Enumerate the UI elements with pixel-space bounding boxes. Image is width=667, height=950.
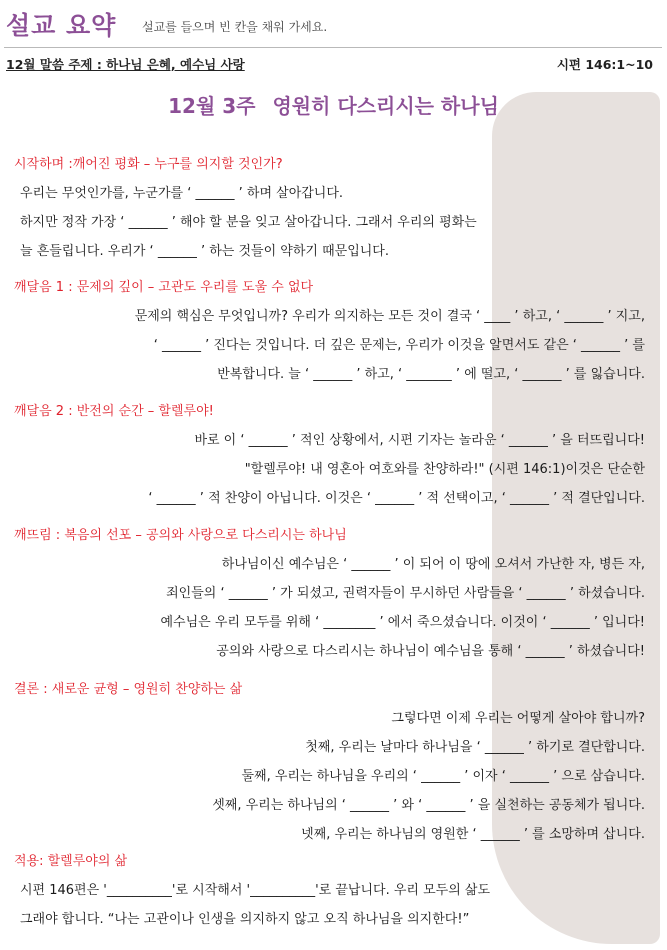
body-line: ‘ ______ ’ 적 찬양이 아닙니다. 이것은 ‘ ______ ’ 적 선택이고, ‘ ______ ’ 적 결단입니다. <box>148 491 645 506</box>
body-line: 둘째, 우리는 하나님을 우리의 ‘ ______ ’ 이자 ‘ ______ ’ 으로 삼습니다. <box>241 769 645 784</box>
body-line: 문제의 핵심은 무엇입니까? 우리가 의지하는 모든 것이 결국 ‘ ____ ’ 하고, ‘ ______ ’ 지고, <box>134 309 645 324</box>
sermon-title <box>0 90 667 119</box>
scripture-reference: 시편 146:1~10 <box>556 57 653 72</box>
sermon-title-text: 영원히 다스리시는 하나님 <box>272 94 499 118</box>
background-decoration-shape <box>492 92 660 944</box>
body-line: 그래야 합니다. “나는 고관이나 인생을 의지하지 않고 오직 하나님을 의지한다!” <box>20 912 470 927</box>
body-line: 그렇다면 이제 우리는 어떻게 살아야 합니까? <box>391 711 645 726</box>
section-heading-application: 적용: 할렐루야의 삶 <box>14 854 128 869</box>
body-line: 반복합니다. 늘 ‘ ______ ’ 하고, ‘ _______ ’ 에 떨고, ‘ ______ ’ 를 잃습니다. <box>217 367 645 382</box>
page-title: 설교 요약 <box>6 11 117 40</box>
header-divider <box>4 47 662 48</box>
body-line: 하나님이신 예수님은 ‘ ______ ’ 이 되어 이 땅에 오셔서 가난한 자, 병든 자, <box>221 557 645 572</box>
body-line: 늘 흔들립니다. 우리가 ‘ ______ ’ 하는 것들이 약하기 때문입니다. <box>20 244 389 259</box>
body-line: "할렐루야! 내 영혼아 여호와를 찬양하라!" (시편 146:1)이것은 단순한 <box>244 462 645 477</box>
body-line: 넷째, 우리는 하나님의 영원한 ‘ ______ ’ 를 소망하며 삽니다. <box>301 827 645 842</box>
body-line: 시편 146편은 '__________'로 시작해서 '__________'로 끝납니다. 우리 모두의 삶도 <box>20 883 491 898</box>
body-line: 첫째, 우리는 날마다 하나님을 ‘ ______ ’ 하기로 결단합니다. <box>305 740 645 755</box>
header <box>6 6 661 46</box>
section-heading-insight-2: 깨달음 2 : 반전의 순간 – 할렐루야! <box>14 404 214 419</box>
section-heading-intro: 시작하며 :깨어진 평화 – 누구를 의지할 것인가? <box>14 157 283 172</box>
body-line: 셋째, 우리는 하나님의 ‘ ______ ’ 와 ‘ ______ ’ 을 실천하는 공동체가 됩니다. <box>212 798 645 813</box>
body-line: 바로 이 ‘ ______ ’ 적인 상황에서, 시편 기자는 놀라운 ‘ ______ ’ 을 터뜨립니다! <box>194 433 645 448</box>
sermon-week: 12월 3주 <box>168 94 256 118</box>
section-heading-insight-1: 깨달음 1 : 문제의 깊이 – 고관도 우리를 도울 수 없다 <box>14 280 314 295</box>
body-line: ‘ ______ ’ 진다는 것입니다. 더 깊은 문제는, 우리가 이것을 알면서도 같은 ‘ ______ ’ 를 <box>153 338 645 353</box>
body-line: 죄인들의 ‘ ______ ’ 가 되셨고, 권력자들이 무시하던 사람들을 ‘ ______ ’ 하셨습니다. <box>166 586 645 601</box>
section-heading-gospel: 깨뜨림 : 복음의 선포 – 공의와 사랑으로 다스리시는 하나님 <box>14 528 347 543</box>
monthly-topic: 12월 말씀 주제 : 하나님 은혜, 예수님 사랑 <box>6 57 245 72</box>
page-subtitle: 설교를 들으며 빈 칸을 채워 가세요. <box>142 20 328 34</box>
body-line: 하지만 정작 가장 ‘ ______ ’ 해야 할 분을 잊고 살아갑니다. 그래서 우리의 평화는 <box>20 215 477 230</box>
section-heading-conclusion: 결론 : 새로운 균형 – 영원히 찬양하는 삶 <box>14 682 243 697</box>
body-line: 공의와 사랑으로 다스리시는 하나님이 예수님을 통해 ‘ ______ ’ 하셨습니다! <box>216 644 645 659</box>
body-line: 우리는 무엇인가를, 누군가를 ‘ ______ ’ 하며 살아갑니다. <box>20 186 344 201</box>
body-line: 예수님은 우리 모두를 위해 ‘ ________ ’ 에서 죽으셨습니다. 이것이 ‘ ______ ’ 입니다! <box>160 615 645 630</box>
